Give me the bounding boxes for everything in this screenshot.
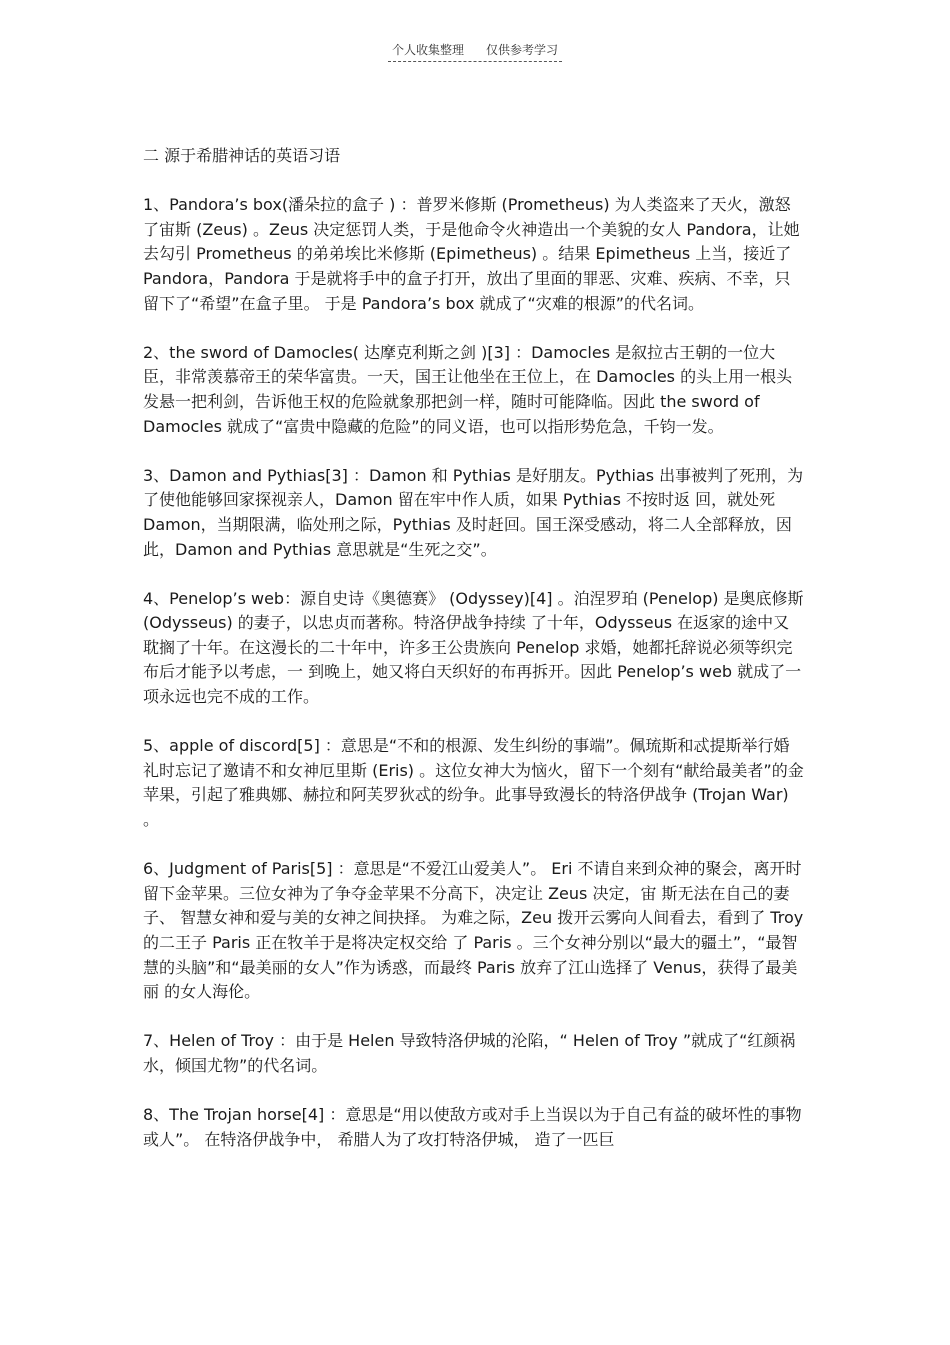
paragraph-damocles: 2、the sword of Damocles( 达摩克利斯之剑 )[3] ：Damocles 是叙拉古王朝的一位大臣，非常羡慕帝王的荣华富贵。一天，国王让他坐在王位上，在 Damocles 的头上用一根头发悬一把利剑，告诉他王权的危险就象那把剑一样，随时可能降临。因此 the sword of Damocles 就成了“富贵中隐藏的危险”的同义语，也可以指形势危急，千钧一发。	[143, 342, 793, 436]
paragraph-trojan-horse: 8、The Trojan horse[4] ：意思是“用以使敌方或对手上当误以为于自己有益的破坏性的事物或人”。 在特洛伊战争中， 希腊人为了攻打特洛伊城， 造了一匹巨	[143, 1105, 802, 1149]
header-note	[388, 41, 562, 62]
paragraph-judgment-of-paris: 6、Judgment of Paris[5] ：意思是“不爱江山爱美人”。 Eri 不请自来到众神的聚会，离开时留下金苹果。三位女神为了争夺金苹果不分高下，决定让 Zeus 决定，宙 斯无法在自己的妻子、 智慧女神和爱与美的女神之间抉择。 为难之际，Zeu 拨开云雾向人间看去，看到了 Troy 的二王子 Paris 正在牧羊于是将决定权交给 了 Paris 。三个女神分别以“最大的疆土”，“最智慧的头脑”和“最美丽的女人”作为诱惑，而最终 Paris 放弃了江山选择了 Venus，获得了最美丽 的女人海伦。	[143, 859, 804, 1002]
section-title: 二 源于希腊神话的英语习语	[143, 146, 341, 165]
header-right-text: 仅供参考学习	[486, 43, 559, 57]
paragraph-penelop: 4、Penelop’s web：源自史诗《奥德赛》 (Odyssey)[4] 。泊涅罗珀 (Penelop) 是奥底修斯 (Odysseus) 的妻子，以忠贞而著称。特洛伊战争持续 了十年，Odysseus 在返家的途中又耽搁了十年。在这漫长的二十年中，许多王公贵族向 Penelop 求婚，她都托辞说必须等织完布后才能予以考虑，一 到晚上，她又将白天织好的布再拆开。因此 Penelop’s web 就成了一项永远也完不成的工作。	[143, 588, 804, 707]
page-header	[0, 41, 950, 62]
paragraph-helen-of-troy: 7、Helen of Troy ：由于是 Helen 导致特洛伊城的沦陷，“ Helen of Troy ”就成了“红颜祸水，倾国尤物”的代名词。	[143, 1031, 796, 1075]
document-body	[143, 144, 805, 1177]
header-left-text: 个人收集整理	[391, 43, 464, 57]
paragraph-damon-pythias: 3、Damon and Pythias[3] ：Damon 和 Pythias 是好朋友。Pythias 出事被判了死刑，为了使他能够回家探视亲人，Damon 留在牢中作人质，如果 Pythias 不按时返 回，就处死 Damon，当期限满，临处刑之际，Pythias 及时赶回。国王深受感动，将二人全部释放，因此，Damon and Pythias 意思就是“生死之交”。	[143, 465, 804, 559]
paragraph-pandora: 1、Pandora’s box(潘朵拉的盒子 ) ：普罗米修斯 (Prometheus) 为人类盗来了天火，激怒了宙斯 (Zeus) 。Zeus 决定惩罚人类，于是他命令火神造出一个美貌的女人 Pandora，让她去勾引 Prometheus 的弟弟埃比米修斯 (Epimetheus) 。结果 Epimetheus 上当，接近了 Pandora，Pandora 于是就将手中的盒子打开，放出了里面的罪恶、灾难、疾病、不幸，只留下了“希望”在盒子里。 于是 Pandora’s box 就成了“灾难的根源”的代名词。	[143, 195, 800, 313]
paragraph-apple-of-discord: 5、apple of discord[5] ：意思是“不和的根源、发生纠纷的事端”。佩琉斯和忒提斯举行婚礼时忘记了邀请不和女神厄里斯 (Eris) 。这位女神大为恼火，留下一个刻有“献给最美者”的金苹果，引起了雅典娜、赫拉和阿芙罗狄忒的纷争。此事导致漫长的特洛伊战争 (Trojan War) 。	[143, 736, 804, 830]
